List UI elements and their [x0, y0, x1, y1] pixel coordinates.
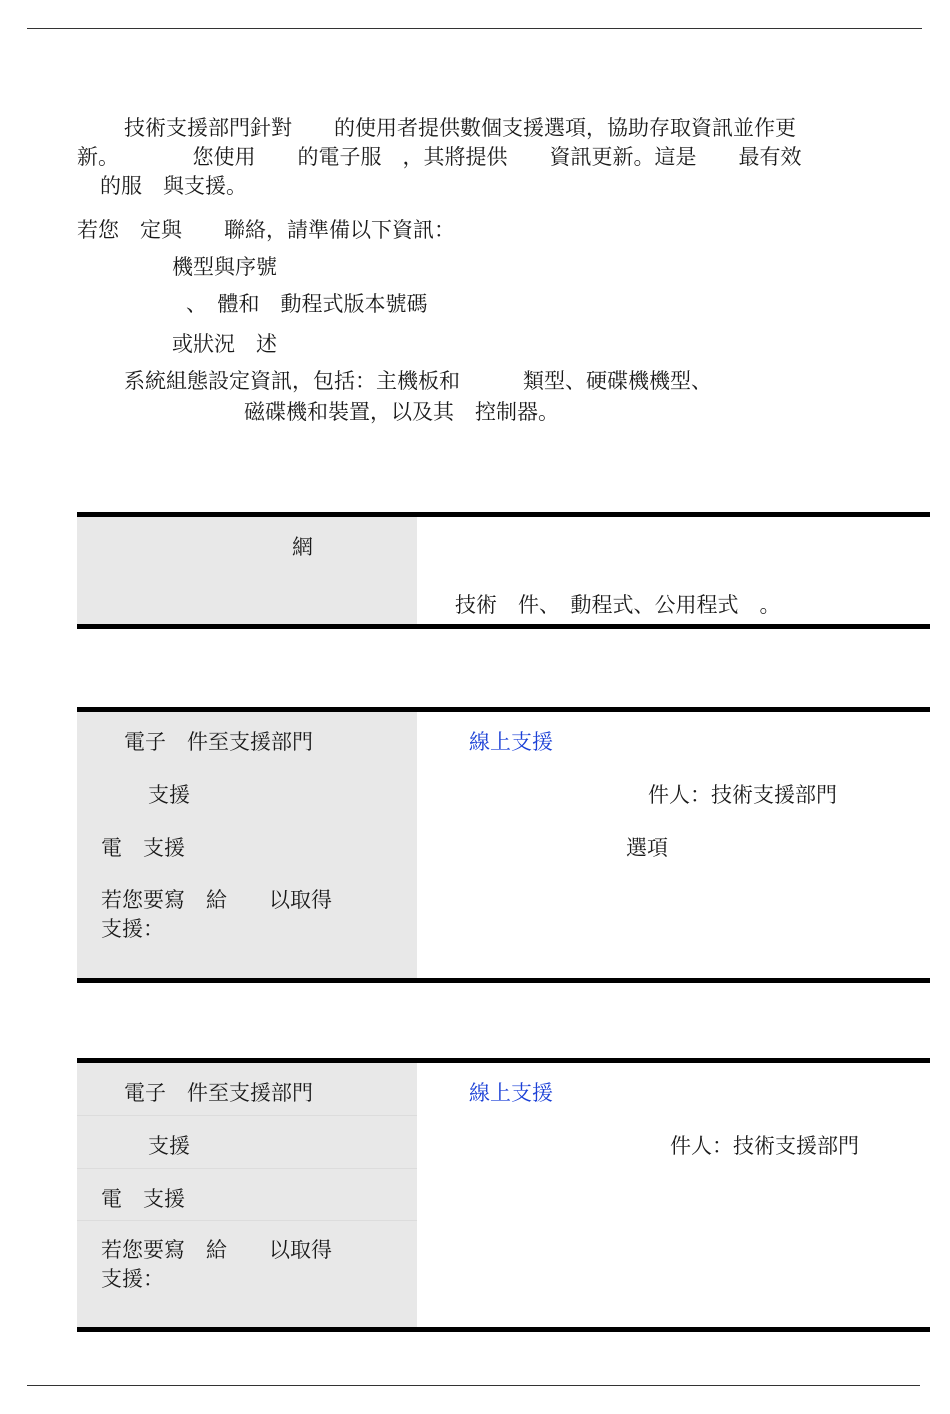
list-item: 或狀況 述 [172, 332, 277, 356]
intro-line-2: 新。 您使用 的電子服 ，其將提供 資訊更新。這是 最有效 [77, 145, 802, 169]
intro-line-3: 的服 與支援。 [100, 174, 247, 198]
list-item: 、 體和 動程式版本號碼 [186, 292, 428, 316]
online-support-link[interactable]: 線上支援 [469, 1081, 553, 1105]
mail-support-label: 若您要寫 給 以取得 [101, 888, 332, 912]
recipient-text: 件人：技術支援部門 [670, 1134, 859, 1158]
options-text: 選項 [626, 836, 668, 860]
top-rule [27, 28, 922, 29]
list-item: 機型與序號 [172, 255, 277, 279]
row-divider [77, 1168, 417, 1169]
config-line-1: 系統組態設定資訊，包括：主機板和 類型、硬碟機機型、 [124, 369, 712, 393]
row-divider [77, 1115, 417, 1116]
support-table-contact-2 [77, 1058, 930, 1332]
email-support-label: 電子 件至支援部門 [124, 730, 313, 754]
table-left-column [77, 517, 417, 624]
contact-lead: 若您 定與 聯絡，請準備以下資訊： [77, 218, 455, 242]
support-label: 支援 [148, 783, 190, 807]
table-right-text: 技術 件、 動程式、公用程式 。 [455, 593, 781, 617]
recipient-text: 件人：技術支援部門 [648, 783, 837, 807]
mail-support-label-2: 支援： [101, 917, 164, 941]
mail-support-label-2: 支援： [101, 1267, 164, 1291]
support-table-web [77, 512, 930, 629]
email-support-label: 電子 件至支援部門 [124, 1081, 313, 1105]
row-divider [77, 1220, 417, 1221]
intro-line-1: 技術支援部門針對 的使用者提供數個支援選項，協助存取資訊並作更 [124, 116, 796, 140]
config-line-2: 磁碟機和裝置，以及其 控制器。 [244, 400, 559, 424]
support-table-contact [77, 707, 930, 983]
bottom-rule [27, 1385, 920, 1386]
phone-support-label: 電 支援 [101, 836, 185, 860]
support-label: 支援 [148, 1134, 190, 1158]
mail-support-label: 若您要寫 給 以取得 [101, 1238, 332, 1262]
phone-support-label: 電 支援 [101, 1187, 185, 1211]
online-support-link[interactable]: 線上支援 [469, 730, 553, 754]
table-left-label: 網 [292, 535, 313, 559]
